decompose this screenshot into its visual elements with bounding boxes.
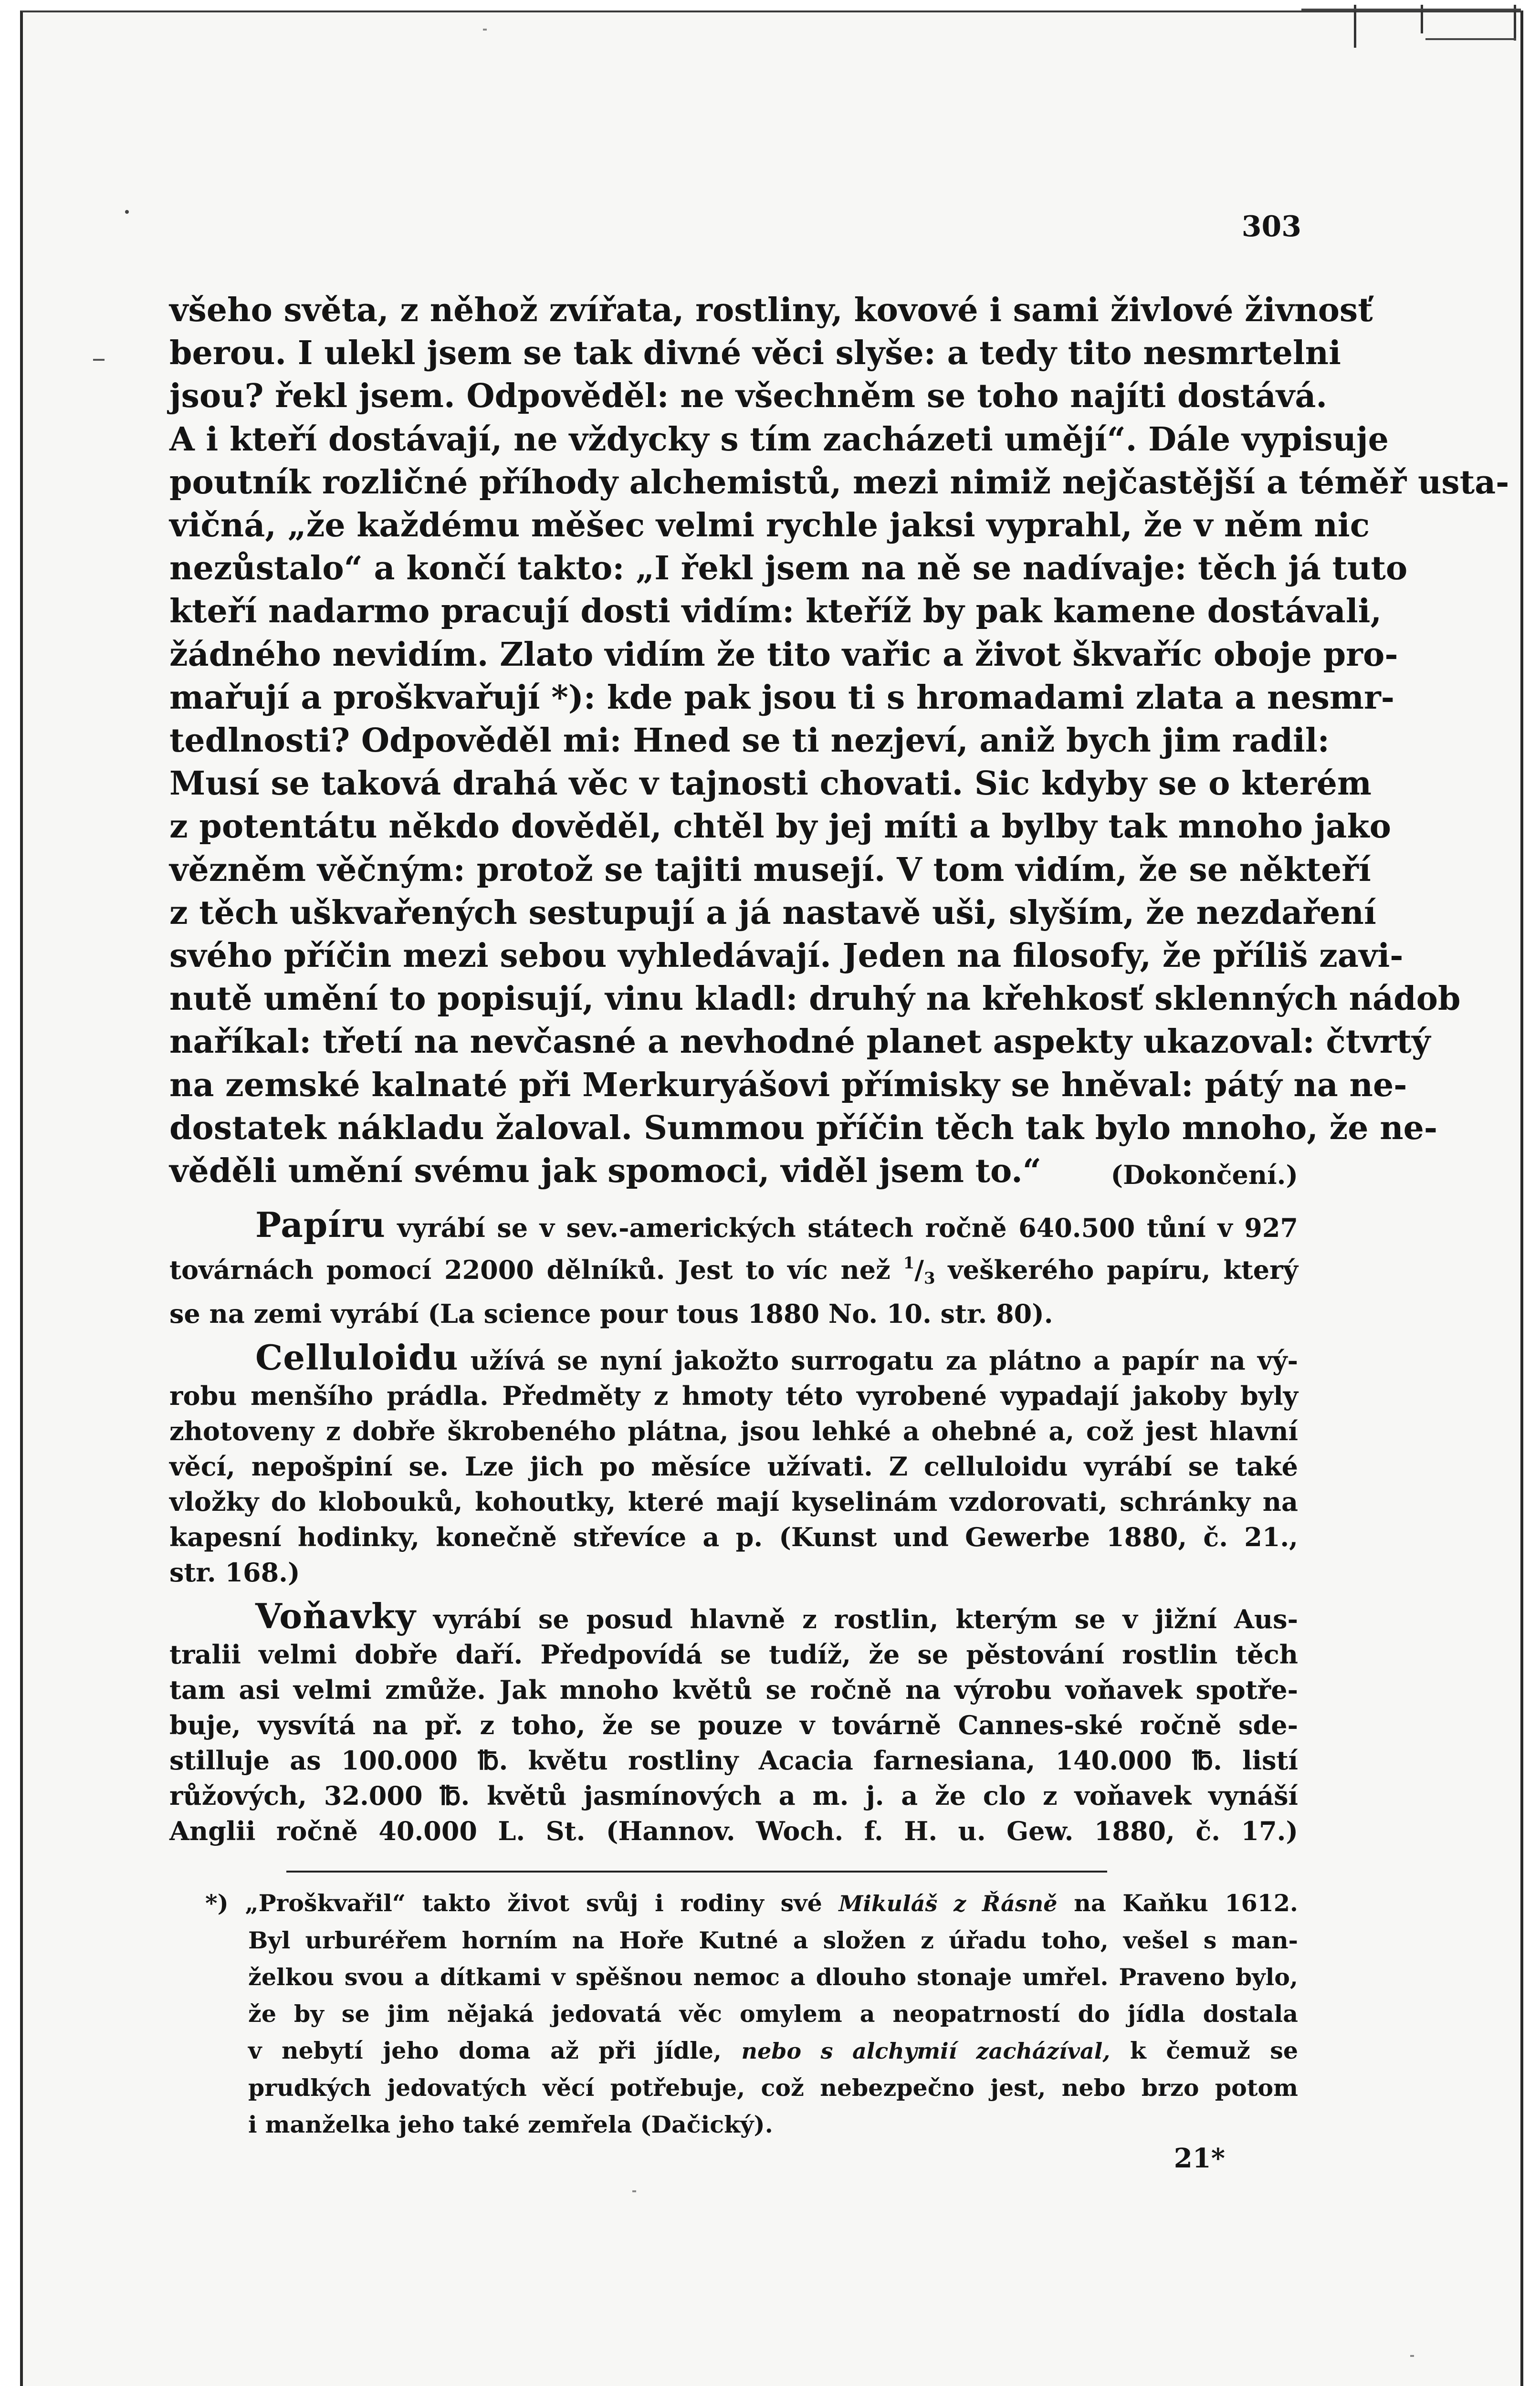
footnote-line: Byl urburéřem horním na Hoře Kutné a složen z úřadu toho, vešel s man- [248,1926,1298,1954]
text-line-content: poutník rozličné příhody alchemistů, mezi nimiž nejčastější a téměř usta- [169,463,1509,502]
text-line [169,590,1382,633]
text-line-content: kteří nadarmo pracují dosti vidím: kteříž by pak kamene dostávali, [169,592,1382,631]
text-line [169,332,1341,375]
text-line [169,676,1394,719]
note-line: vložky do klobouků, kohoutky, které mají kyselinám vzdorovati, schránky na [169,1486,1298,1517]
note-line: robu menšího prádla. Předměty z hmoty této vyrobené vypadají jakoby byly [169,1381,1298,1411]
note-heading: Voňavky [255,1596,416,1636]
text-line [169,547,1408,590]
text-line-content: na zemské kalnaté při Merkuryášovi přímisky se hněval: pátý na ne- [169,1066,1407,1104]
text-line [169,762,1372,805]
text-line [169,1064,1407,1107]
text-line-content: věděli umění svému jak spomoci, viděl jsem to.“ [169,1152,1041,1191]
text-line-content: naříkal: třetí na nevčasné a nevhodné planet aspekty ukazoval: čtvrtý [169,1023,1431,1061]
footnote [205,1885,1298,2143]
main-text-block [169,289,1509,1196]
footnote-line: že by se jim nějaká jedovatá věc omylem a neopatrností do jídla dostala [248,2000,1298,2028]
text-line [169,719,1330,762]
news-notes [169,1204,1298,1857]
note-line: Papíru vyrábí se v sev.-amerických státech ročně 640.500 tůní v 927 [255,1204,1298,1245]
note-line: Celluloidu užívá se nyní jakožto surrogatu za plátno a papír na vý- [255,1337,1298,1378]
footnote-line: v nebytí jeho doma až při jídle, nebo s alchymií zacházíval, k čemuž se [248,2037,1299,2064]
note-line: tam asi velmi zmůže. Jak mnoho květů se ročně na výrobu voňavek spotře- [169,1674,1298,1705]
text-line-content: vězněm věčným: protož se tajiti musejí. V tom vidím, že se někteří [169,850,1371,889]
note-line: buje, vysvítá na př. z toho, že se pouze v továrně Cannes-ské ročně sde- [169,1710,1298,1740]
text-line [169,1107,1438,1150]
text-line-content: z potentátu někdo dověděl, chtěl by jej míti a bylby tak mnoho jako [169,807,1391,846]
paper-speck [483,29,487,31]
note-heading: Celluloidu [255,1337,459,1378]
text-line [169,289,1373,332]
text-line [169,934,1404,977]
corner-crop-marks [1301,5,1521,48]
margin-dot [125,210,129,214]
text-line [169,977,1461,1020]
note-line: věcí, nepošpiní se. Lze jich po měsíce užívati. Z celluloidu vyrábí se také [169,1451,1298,1482]
note-heading: Papíru [255,1204,386,1245]
text-line-content: mařují a proškvařují *): kde pak jsou ti s hromadami zlata a nesmr- [169,678,1394,717]
page-number: 303 [1241,210,1301,243]
note-celluloid [169,1337,1298,1590]
note-line: tralii velmi dobře daří. Předpovídá se tudíž, že se pěstování rostlin těch [169,1639,1298,1670]
paper-speck [632,2190,636,2192]
footnote-line: prudkých jedovatých věcí potřebuje, což nebezpečno jest, nebo brzo potom [248,2074,1298,2102]
note-line: zhotoveny z dobře škrobeného plátna, jsou lehké a ohebné a, což jest hlavní [169,1416,1298,1446]
text-line-content: A i kteří dostávají, ne vždycky s tím zacházeti umějí“. Dále vypisuje [169,420,1389,459]
footnote-line: *) „Proškvařil“ takto život svůj i rodiny své Mikuláš z Řásně na Kaňku 1612. [205,1889,1298,1917]
printer-signature: 21* [1173,2143,1225,2174]
text-line [169,848,1371,891]
text-line-content: Musí se taková drahá věc v tajnosti chovati. Sic kdyby se o kterém [169,764,1372,803]
note-line: stilluje as 100.000 ℔. květu rostliny Acacia farnesiana, 140.000 ℔. listí [169,1745,1298,1776]
note-line: Anglii ročně 40.000 L. St. (Hannov. Woch. f. H. u. Gew. 1880, č. 17.) [169,1816,1298,1846]
text-line [169,418,1389,461]
note-line: kapesní hodinky, konečně střevíce a p. (Kunst und Gewerbe 1880, č. 21., [169,1522,1298,1552]
text-line [169,461,1509,504]
note-vonavky [169,1596,1298,1849]
note-line: továrnách pomocí 22000 dělníků. Jest to víc než $^1/_3$ veškerého papíru, který [169,1254,1298,1288]
note-line: se na zemi vyrábí (La science pour tous 1880 No. 10. str. 80). [169,1298,1053,1329]
text-line-content: jsou? řekl jsem. Odpověděl: ne všechněm se toho najíti dostává. [169,377,1328,416]
fraction-denominator: 3 [923,1269,935,1288]
text-line [169,1150,1298,1193]
text-line-content: žádného nevidím. Zlato vidím že tito vařic a život škvaříc oboje pro- [169,635,1398,674]
text-line-content: berou. I ulekl jsem se tak divné věci slyše: a tedy tito nesmrtelni [169,334,1341,373]
footnote-line: i manželka jeho také zemřela (Dačický). [248,2111,773,2138]
continuation-note: (Dokončení.) [1110,1160,1298,1191]
text-line [169,504,1370,547]
note-papiru [169,1204,1298,1331]
text-line-content: z těch uškvařených sestupují a já nastavě uši, slyším, že nezdaření [169,893,1376,932]
fraction-numerator: 1 [903,1254,915,1273]
text-line [169,805,1391,848]
text-line [169,375,1328,418]
text-line-content: nutě umění to popisují, vinu kladl: druhý na křehkosť sklenných nádob [169,980,1461,1018]
paper-speck [1410,2355,1414,2357]
footnote-italic: nebo s alchymií zacházíval, [741,2038,1110,2064]
text-line [169,1020,1431,1063]
note-line: str. 168.) [169,1557,300,1588]
note-line: růžových, 32.000 ℔. květů jasmínových a m. j. a že clo z voňavek vynáší [169,1780,1298,1811]
text-line [169,633,1398,676]
text-line-content: nezůstalo“ a končí takto: „I řekl jsem na ně se nadívaje: těch já tuto [169,549,1408,588]
text-line-content: svého příčin mezi sebou vyhledávají. Jeden na filosofy, že příliš zavi- [169,937,1404,975]
footnote-rule [286,1871,1107,1873]
text-line-content: dostatek nákladu žaloval. Summou příčin těch tak bylo mnoho, že ne- [169,1109,1438,1147]
text-line [169,891,1376,934]
margin-mark [93,359,105,361]
footnote-italic: Mikuláš z Řásně [838,1891,1058,1916]
text-line-content: vičná, „že každému měšec velmi rychle jaksi vyprahl, že v něm nic [169,506,1370,545]
note-line: Voňavky vyrábí se posud hlavně z rostlin, kterým se v jižní Aus- [255,1596,1298,1636]
text-line-content: tedlnosti? Odpověděl mi: Hned se ti nezjeví, aniž bych jim radil: [169,722,1330,760]
text-line-content: všeho světa, z něhož zvířata, rostliny, kovové i sami živlové živnosť [169,291,1373,329]
footnote-line: želkou svou a dítkami v spěšnou nemoc a dlouho stonaje umřel. Praveno bylo, [248,1963,1298,1991]
